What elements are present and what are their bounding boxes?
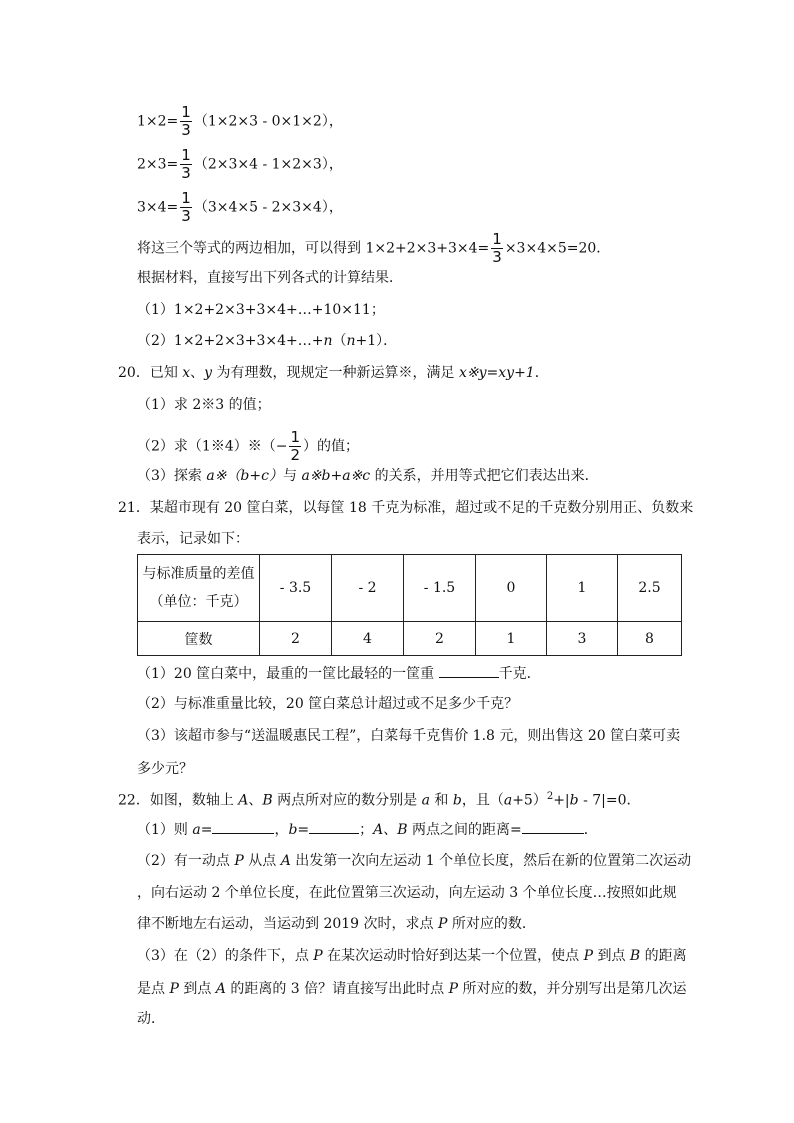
q21-part-1: （1）20 筐白菜中，最重的一筐比最轻的一筐重 千克．: [137, 663, 541, 684]
fraction-one-third: $\frac{1}{3}$: [492, 230, 502, 266]
table-cell: 1: [476, 622, 547, 656]
q20-part-2: （2）求（1※4）※（− $\frac{1}{2}$ ）的值；: [137, 428, 359, 464]
q22-part-1: （1）则 a= ，b= ；A、B 两点之间的距离= ．: [137, 819, 598, 840]
answer-blank[interactable]: [439, 663, 499, 678]
q22-part-2-line-2: ，向右运动 2 个单位长度，在此位置第三次运动，向左运动 3 个单位长度…按照如此规: [137, 885, 677, 901]
equation-line-1: [137, 104, 343, 139]
weight-difference-table: [137, 554, 682, 656]
equation-right: （3×4×5 - 2×3×4），: [193, 199, 343, 216]
table-cell: - 1.5: [404, 555, 476, 622]
fraction-one-third: $\frac{1}{3}$: [181, 189, 191, 225]
table-header-cell: 与标准质量的差值 （单位：千克）: [138, 555, 260, 622]
table-header-cell: 筐数: [138, 622, 260, 656]
table-cell: - 2: [332, 555, 404, 622]
instruction-line: 根据材料，直接写出下列各式的计算结果．: [137, 270, 403, 286]
equation-right: （1×2×3 - 0×1×2），: [193, 113, 343, 130]
table-cell: 3: [547, 622, 618, 656]
q22-part-2-line-1: （2）有一动点 P 从点 A 出发第一次向左运动 1 个单位长度，然后在新的位置第二次运动: [137, 853, 692, 869]
table-cell: 8: [618, 622, 682, 656]
answer-blank-distance[interactable]: [522, 819, 584, 834]
q20-intro: 20．已知 x、y 为有理数，现规定一种新运算※，满足 x※y=xy+1．: [118, 365, 549, 381]
q21-part-2: （2）与标准重量比较，20 筐白菜总计超过或不足多少千克？: [137, 696, 519, 712]
fraction-one-third: $\frac{1}{3}$: [181, 103, 191, 139]
q21-intro-line-2: 表示，记录如下：: [137, 531, 249, 547]
q22-part-3-line-1: （3）在（2）的条件下，点 P 在某次运动时恰好到达某一个位置，使点 P 到点 B 的距离: [137, 948, 687, 964]
q20-part-3: （3）探索 a※（b+c）与 a※b+a※c 的关系，并用等式把它们表达出来．: [137, 468, 599, 484]
q22-part-2-line-3: 律不断地左右运动，当运动到 2019 次时，求点 P 所对应的数．: [137, 916, 536, 932]
equation-right: （2×3×4 - 1×2×3），: [193, 156, 343, 173]
q21-intro-line-1: 21．某超市现有 20 筐白菜，以每筐 18 千克为标准，超过或不足的千克数分别用正、负数来: [118, 500, 694, 516]
q21-part-3-line-1: （3）该超市参与“送温暖惠民工程”，白菜每千克售价 1.8 元，则出售这 20 筐白菜可卖: [137, 728, 681, 744]
part-1-question: （1）1×2+2×3+3×4+…+10×11；: [137, 302, 385, 318]
equation-left: 3×4=: [137, 199, 179, 216]
table-cell: 4: [332, 622, 404, 656]
table-cell: 0: [476, 555, 547, 622]
fraction-one-half: $\frac{1}{2}$: [290, 428, 300, 464]
sum-statement: 将这三个等式的两边相加，可以得到 1×2+2×3+3×4= $\frac{1}{3}$ ×3×4×5=20．: [137, 230, 611, 266]
q22-part-3-line-2: 是点 P 到点 A 的距离的 3 倍？请直接写出此时点 P 所对应的数，并分别写出是第几次运: [137, 981, 687, 997]
table-cell: 2.5: [618, 555, 682, 622]
operation-definition: x※y=xy+1: [459, 365, 535, 381]
table-cell: 2: [404, 622, 476, 656]
q22-part-3-line-3: 动．: [137, 1011, 165, 1027]
equation-line-3: [137, 190, 343, 225]
table-cell: - 3.5: [260, 555, 332, 622]
table-cell: 2: [260, 622, 332, 656]
fraction-one-third: $\frac{1}{3}$: [181, 146, 191, 182]
q20-part-1: （1）求 2※3 的值；: [137, 397, 271, 413]
q22-intro: 22．如图，数轴上 A、B 两点所对应的数分别是 a 和 b，且$(a+5)^2+|b - 7|=0$．: [118, 791, 641, 809]
equation-left: 2×3=: [137, 156, 179, 173]
answer-blank-b[interactable]: [309, 819, 359, 834]
q21-part-3-line-2: 多少元？: [137, 761, 193, 777]
table-row: [138, 555, 682, 622]
part-2-question: （2）1×2+2×3+3×4+…+n（n+1）．: [137, 333, 398, 349]
equation-line-2: [137, 147, 343, 182]
table-cell: 1: [547, 555, 618, 622]
table-row: [138, 622, 682, 656]
equation-left: 1×2=: [137, 113, 179, 130]
answer-blank-a[interactable]: [212, 819, 274, 834]
